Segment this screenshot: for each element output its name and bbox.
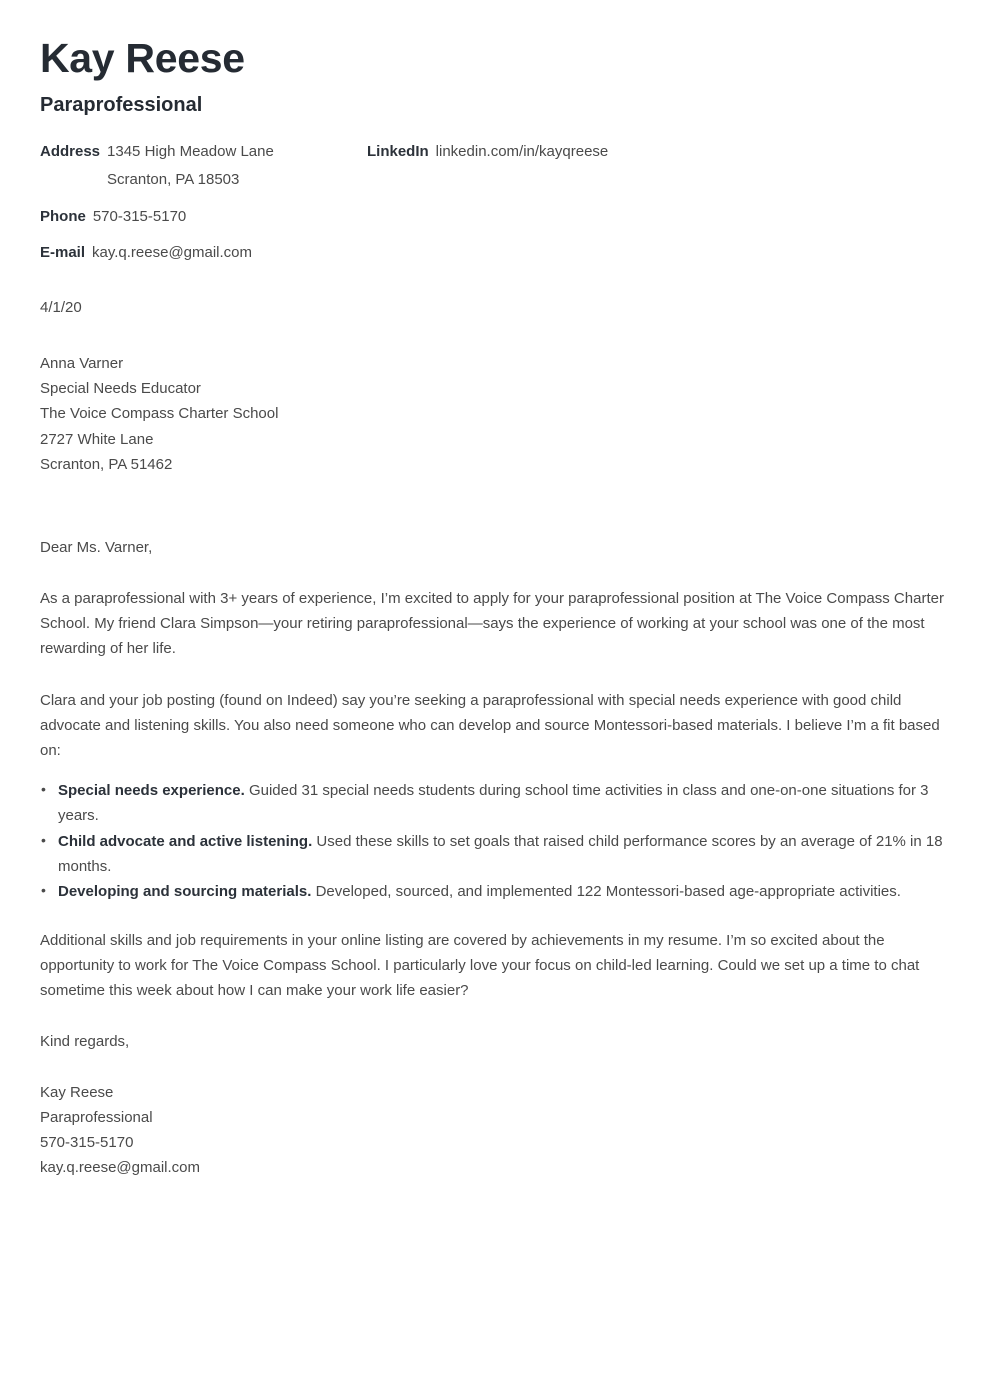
linkedin-value[interactable]: linkedin.com/in/kayqreese	[435, 143, 609, 161]
achievement-lead-label: Special needs experience.	[58, 782, 245, 800]
list-item	[40, 879, 950, 904]
applicant-job-title: Paraprofessional	[40, 94, 203, 117]
recipient-street: 2727 White Lane	[40, 430, 154, 448]
body-paragraph-1: As a paraprofessional with 3+ years of experience, I’m excited to apply for your paraprofessional position at The Voice Compass Charter School. My friend Clara Simpson—your retiring paraprofessional—says the experience of working at your school was one of the most rewarding of her life.	[40, 590, 944, 658]
phone-label: Phone	[40, 207, 86, 225]
applicant-name: Kay Reese	[40, 35, 245, 81]
address-line-1: 1345 High Meadow Lane	[107, 143, 274, 161]
address-label: Address	[40, 143, 101, 161]
contact-row-email	[40, 244, 367, 263]
address-value-group	[107, 143, 274, 190]
signature-email[interactable]: kay.q.reese@gmail.com	[40, 1159, 201, 1177]
recipient-organization: The Voice Compass Charter School	[40, 405, 279, 423]
signature-title: Paraprofessional	[40, 1108, 153, 1126]
recipient-name: Anna Varner	[40, 355, 124, 373]
linkedin-label: LinkedIn	[367, 143, 429, 161]
address-line-2: Scranton, PA 18503	[107, 170, 240, 188]
letter-header	[40, 0, 950, 117]
body-paragraph-2: Clara and your job posting (found on Indeed) say you’re seeking a paraprofessional with special needs experience with good child advocate and listening skills. You also need someone who can develop and source Montessori-based materials. I believe I’m a fit based on:	[40, 691, 940, 759]
body-paragraph-3: Additional skills and job requirements in your online listing are covered by achievements in my resume. I’m so excited about the opportunity to work for The Voice Compass School. I particularly love your focus on child-led learning. Could we set up a time to chat sometime this week about how I can make your work life easier?	[40, 932, 920, 1000]
contact-column-right	[367, 143, 950, 162]
phone-value: 570-315-5170	[92, 207, 187, 225]
contact-column-left	[40, 143, 367, 263]
contact-row-phone	[40, 208, 367, 227]
achievement-list	[40, 778, 950, 904]
list-item	[40, 778, 950, 828]
letter-date: 4/1/20	[40, 299, 82, 317]
recipient-title: Special Needs Educator	[40, 380, 201, 398]
signature-phone: 570-315-5170	[40, 1134, 134, 1152]
achievement-text: Guided 31 special needs students during school time activities in class and one-on-one situations for 3 years.	[58, 782, 929, 825]
email-label: E-mail	[40, 244, 86, 262]
contact-row-address	[40, 143, 367, 190]
achievement-text: Developed, sourced, and implemented 122 Montessori-based age-appropriate activities.	[315, 882, 901, 900]
achievement-text: Used these skills to set goals that raised child performance scores by an average of 21% in 18 months.	[58, 832, 943, 875]
achievement-lead-label: Child advocate and active listening.	[58, 832, 313, 850]
closing-salutation: Kind regards,	[40, 1032, 130, 1050]
salutation: Dear Ms. Varner,	[40, 539, 153, 557]
recipient-city-state-zip: Scranton, PA 51462	[40, 455, 173, 473]
list-item	[40, 829, 950, 879]
achievement-lead-label: Developing and sourcing materials.	[58, 882, 312, 900]
contact-row-linkedin	[367, 143, 950, 162]
signature-block	[40, 1080, 950, 1181]
signature-name: Kay Reese	[40, 1083, 114, 1101]
contact-information	[40, 143, 950, 263]
email-value[interactable]: kay.q.reese@gmail.com	[92, 244, 253, 262]
recipient-address-block	[40, 351, 950, 477]
